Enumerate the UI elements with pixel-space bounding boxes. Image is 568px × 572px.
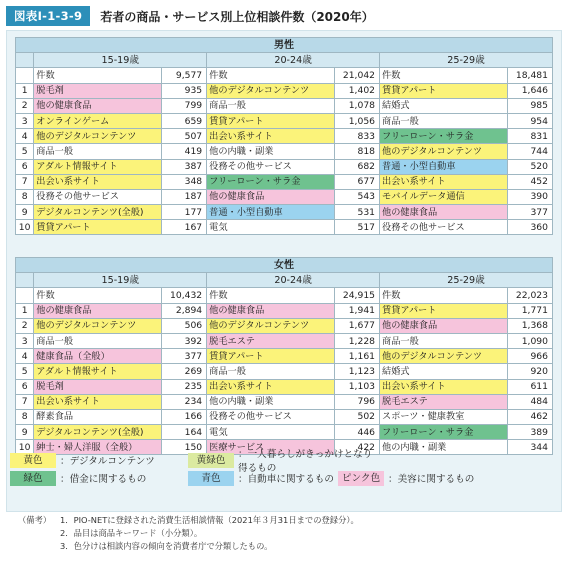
item-name-cell: スポーツ・健康教室 xyxy=(380,409,508,424)
table-row xyxy=(16,189,553,204)
rank-number: 6 xyxy=(16,379,34,394)
item-count-cell: 1,090 xyxy=(508,333,553,348)
legend-text: ：自動車に関するもの xyxy=(238,474,334,485)
table-row xyxy=(16,98,553,113)
item-name-cell: フリーローン・サラ金 xyxy=(380,425,508,440)
item-name-cell: 役務その他サービス xyxy=(207,159,335,174)
rank-number: 5 xyxy=(16,364,34,379)
item-count-cell: 2,894 xyxy=(162,303,207,318)
item-count-cell: 389 xyxy=(508,425,553,440)
item-count-cell: 1,228 xyxy=(335,333,380,348)
item-name-cell: 商品一般 xyxy=(207,98,335,113)
item-count-cell: 954 xyxy=(508,113,553,128)
item-count-cell: 517 xyxy=(335,220,380,235)
table-row xyxy=(16,220,553,235)
figure-title: 若者の商品・サービス別上位相談件数（2020年） xyxy=(100,9,374,24)
item-count-cell: 462 xyxy=(508,409,553,424)
item-name-cell: 他の健康食品 xyxy=(380,318,508,333)
item-name-cell: 賃貸アパート xyxy=(380,83,508,98)
rank-number: 2 xyxy=(16,98,34,113)
table-title: 男性 xyxy=(16,38,553,53)
note-item: 3．色分けは相談内容の傾向を消費者庁で分類したもの。 xyxy=(60,541,273,551)
item-count-cell: 985 xyxy=(508,98,553,113)
item-name-cell: 医療サービス xyxy=(207,440,335,455)
table-row xyxy=(16,349,553,364)
item-count-cell: 1,078 xyxy=(335,98,380,113)
item-count-cell: 392 xyxy=(162,333,207,348)
count-label: 件数 xyxy=(34,288,162,303)
item-name-cell: 他の健康食品 xyxy=(34,303,162,318)
age-group-header: 25-29歳 xyxy=(380,53,553,68)
item-count-cell: 1,103 xyxy=(335,379,380,394)
item-name-cell: 賃貸アパート xyxy=(207,349,335,364)
item-name-cell: モバイルデータ通信 xyxy=(380,189,508,204)
legend-row xyxy=(10,469,550,487)
table-row xyxy=(16,364,553,379)
rank-number: 6 xyxy=(16,159,34,174)
rank-number: 8 xyxy=(16,189,34,204)
item-name-cell: 商品一般 xyxy=(34,333,162,348)
item-name-cell: 出会い系サイト xyxy=(34,174,162,189)
item-count-cell: 360 xyxy=(508,220,553,235)
item-name-cell: 役務その他サービス xyxy=(380,220,508,235)
rank-number: 3 xyxy=(16,333,34,348)
item-name-cell: 結婚式 xyxy=(380,364,508,379)
legend-swatch: ピンク色 xyxy=(338,471,384,486)
item-count-cell: 377 xyxy=(508,205,553,220)
table-row xyxy=(16,303,553,318)
note-item: 1．PIO-NETに登録された消費生活相談情報（2021年３月31日までの登録分）。 xyxy=(60,515,359,525)
item-count-cell: 269 xyxy=(162,364,207,379)
item-name-cell: 商品一般 xyxy=(380,333,508,348)
item-name-cell: 役務その他サービス xyxy=(207,409,335,424)
item-count-cell: 390 xyxy=(508,189,553,204)
item-count-cell: 831 xyxy=(508,129,553,144)
item-count-cell: 935 xyxy=(162,83,207,98)
item-count-cell: 187 xyxy=(162,189,207,204)
item-name-cell: 脱毛エステ xyxy=(380,394,508,409)
item-name-cell: 商品一般 xyxy=(380,113,508,128)
item-count-cell: 611 xyxy=(508,379,553,394)
tables-panel xyxy=(6,30,562,512)
item-name-cell: 他の内職・副業 xyxy=(207,394,335,409)
table-row xyxy=(16,333,553,348)
rank-number: 4 xyxy=(16,129,34,144)
item-count-cell: 677 xyxy=(335,174,380,189)
item-name-cell: 他の健康食品 xyxy=(380,205,508,220)
item-name-cell: 他のデジタルコンテンツ xyxy=(380,349,508,364)
item-count-cell: 1,368 xyxy=(508,318,553,333)
item-name-cell: フリーローン・サラ金 xyxy=(207,174,335,189)
legend-text: ：デジタルコンテンツ xyxy=(60,456,155,467)
item-name-cell: デジタルコンテンツ(全般) xyxy=(34,425,162,440)
rank-number: 7 xyxy=(16,394,34,409)
item-name-cell: 電気 xyxy=(207,425,335,440)
notes-prefix: （備考） xyxy=(18,515,52,525)
rank-number: 1 xyxy=(16,83,34,98)
note-item: 2．品目は商品キーワード（小分類）。 xyxy=(60,528,203,538)
rank-number: 10 xyxy=(16,220,34,235)
item-count-cell: 235 xyxy=(162,379,207,394)
rank-number: 7 xyxy=(16,174,34,189)
item-name-cell: 他の健康食品 xyxy=(207,189,335,204)
item-count-cell: 1,646 xyxy=(508,83,553,98)
count-label: 件数 xyxy=(207,68,335,83)
table-row xyxy=(16,205,553,220)
rank-number: 1 xyxy=(16,303,34,318)
item-count-cell: 796 xyxy=(335,394,380,409)
item-count-cell: 166 xyxy=(162,409,207,424)
item-name-cell: 賃貸アパート xyxy=(34,220,162,235)
age-group-header: 15-19歳 xyxy=(34,273,207,288)
item-count-cell: 167 xyxy=(162,220,207,235)
item-name-cell: 酵素食品 xyxy=(34,409,162,424)
item-count-cell: 531 xyxy=(335,205,380,220)
item-count-cell: 966 xyxy=(508,349,553,364)
item-name-cell: 普通・小型自動車 xyxy=(207,205,335,220)
table-row xyxy=(16,174,553,189)
legend-swatch: 黄色 xyxy=(10,453,56,468)
total-count: 21,042 xyxy=(335,68,380,83)
rank-number: 4 xyxy=(16,349,34,364)
count-label: 件数 xyxy=(34,68,162,83)
item-name-cell: デジタルコンテンツ(全般) xyxy=(34,205,162,220)
table-row xyxy=(16,394,553,409)
legend-row xyxy=(10,449,550,474)
rank-header-cell xyxy=(16,53,34,68)
item-count-cell: 507 xyxy=(162,129,207,144)
item-count-cell: 1,771 xyxy=(508,303,553,318)
item-name-cell: 賃貸アパート xyxy=(207,113,335,128)
item-name-cell: 他の内職・副業 xyxy=(380,440,508,455)
total-count: 22,023 xyxy=(508,288,553,303)
item-name-cell: アダルト情報サイト xyxy=(34,364,162,379)
item-name-cell: 脱毛エステ xyxy=(207,333,335,348)
item-count-cell: 920 xyxy=(508,364,553,379)
rank-number: 8 xyxy=(16,409,34,424)
item-count-cell: 484 xyxy=(508,394,553,409)
table-title: 女性 xyxy=(16,258,553,273)
item-count-cell: 422 xyxy=(335,440,380,455)
item-count-cell: 150 xyxy=(162,440,207,455)
item-count-cell: 744 xyxy=(508,144,553,159)
rank-number: 9 xyxy=(16,205,34,220)
item-count-cell: 377 xyxy=(162,349,207,364)
item-count-cell: 452 xyxy=(508,174,553,189)
notes xyxy=(18,514,359,553)
rank-cell xyxy=(16,68,34,83)
item-count-cell: 419 xyxy=(162,144,207,159)
item-count-cell: 1,161 xyxy=(335,349,380,364)
item-name-cell: 紳士・婦人洋服（全般） xyxy=(34,440,162,455)
total-count: 18,481 xyxy=(508,68,553,83)
item-name-cell: 普通・小型自動車 xyxy=(380,159,508,174)
legend-swatch: 黄緑色 xyxy=(188,453,234,468)
legend-text: ：借金に関するもの xyxy=(60,474,147,485)
figure-header xyxy=(6,5,562,27)
item-name-cell: 健康食品（全般） xyxy=(34,349,162,364)
item-count-cell: 387 xyxy=(162,159,207,174)
rank-number: 3 xyxy=(16,113,34,128)
legend-swatch: 青色 xyxy=(188,471,234,486)
item-name-cell: 他の健康食品 xyxy=(34,98,162,113)
item-name-cell: 役務その他サービス xyxy=(34,189,162,204)
count-label: 件数 xyxy=(380,68,508,83)
count-label: 件数 xyxy=(380,288,508,303)
item-name-cell: 他の内職・副業 xyxy=(207,144,335,159)
item-name-cell: アダルト情報サイト xyxy=(34,159,162,174)
item-count-cell: 506 xyxy=(162,318,207,333)
age-group-header: 15-19歳 xyxy=(34,53,207,68)
age-group-header: 20-24歳 xyxy=(207,53,380,68)
item-name-cell: 他のデジタルコンテンツ xyxy=(207,83,335,98)
item-count-cell: 543 xyxy=(335,189,380,204)
item-name-cell: 出会い系サイト xyxy=(380,174,508,189)
item-count-cell: 833 xyxy=(335,129,380,144)
legend-text: ：美容に関するもの xyxy=(388,474,475,485)
total-count: 10,432 xyxy=(162,288,207,303)
item-name-cell: 賃貸アパート xyxy=(380,303,508,318)
item-name-cell: 他のデジタルコンテンツ xyxy=(34,318,162,333)
age-group-header: 20-24歳 xyxy=(207,273,380,288)
item-count-cell: 682 xyxy=(335,159,380,174)
count-label: 件数 xyxy=(207,288,335,303)
rank-number: 10 xyxy=(16,440,34,455)
item-name-cell: 結婚式 xyxy=(380,98,508,113)
item-name-cell: 他のデジタルコンテンツ xyxy=(34,129,162,144)
rank-number: 9 xyxy=(16,425,34,440)
item-count-cell: 234 xyxy=(162,394,207,409)
item-count-cell: 344 xyxy=(508,440,553,455)
legend-text: ：一人暮らしがきっかけとなり得るもの xyxy=(238,449,373,474)
total-count: 24,915 xyxy=(335,288,380,303)
rank-cell xyxy=(16,288,34,303)
rank-number: 5 xyxy=(16,144,34,159)
item-count-cell: 1,123 xyxy=(335,364,380,379)
table-row xyxy=(16,144,553,159)
item-name-cell: 他のデジタルコンテンツ xyxy=(380,144,508,159)
item-name-cell: フリーローン・サラ金 xyxy=(380,129,508,144)
item-count-cell: 1,677 xyxy=(335,318,380,333)
item-name-cell: 出会い系サイト xyxy=(207,129,335,144)
item-name-cell: オンラインゲーム xyxy=(34,113,162,128)
item-count-cell: 1,056 xyxy=(335,113,380,128)
table-row xyxy=(16,425,553,440)
item-count-cell: 1,941 xyxy=(335,303,380,318)
item-count-cell: 502 xyxy=(335,409,380,424)
table-row xyxy=(16,83,553,98)
item-count-cell: 177 xyxy=(162,205,207,220)
figure-label: 図表Ⅰ-1-3-9 xyxy=(6,6,90,26)
female-ranking-table xyxy=(15,257,553,455)
male-ranking-table xyxy=(15,37,553,235)
item-name-cell: 商品一般 xyxy=(207,364,335,379)
item-count-cell: 520 xyxy=(508,159,553,174)
item-count-cell: 659 xyxy=(162,113,207,128)
legend-swatch: 緑色 xyxy=(10,471,56,486)
rank-header-cell xyxy=(16,273,34,288)
item-name-cell: 出会い系サイト xyxy=(380,379,508,394)
rank-number: 2 xyxy=(16,318,34,333)
item-count-cell: 348 xyxy=(162,174,207,189)
table-row xyxy=(16,409,553,424)
item-count-cell: 818 xyxy=(335,144,380,159)
item-count-cell: 164 xyxy=(162,425,207,440)
item-name-cell: 他のデジタルコンテンツ xyxy=(207,318,335,333)
item-name-cell: 脱毛剤 xyxy=(34,83,162,98)
table-row xyxy=(16,379,553,394)
item-name-cell: 商品一般 xyxy=(34,144,162,159)
item-name-cell: 他の健康食品 xyxy=(207,303,335,318)
item-count-cell: 799 xyxy=(162,98,207,113)
item-name-cell: 出会い系サイト xyxy=(34,394,162,409)
table-row xyxy=(16,159,553,174)
item-count-cell: 446 xyxy=(335,425,380,440)
item-name-cell: 脱毛剤 xyxy=(34,379,162,394)
item-count-cell: 1,402 xyxy=(335,83,380,98)
total-count: 9,577 xyxy=(162,68,207,83)
item-name-cell: 出会い系サイト xyxy=(207,379,335,394)
table-row xyxy=(16,129,553,144)
item-name-cell: 電気 xyxy=(207,220,335,235)
table-row xyxy=(16,318,553,333)
color-legend xyxy=(10,451,550,487)
table-row xyxy=(16,113,553,128)
age-group-header: 25-29歳 xyxy=(380,273,553,288)
